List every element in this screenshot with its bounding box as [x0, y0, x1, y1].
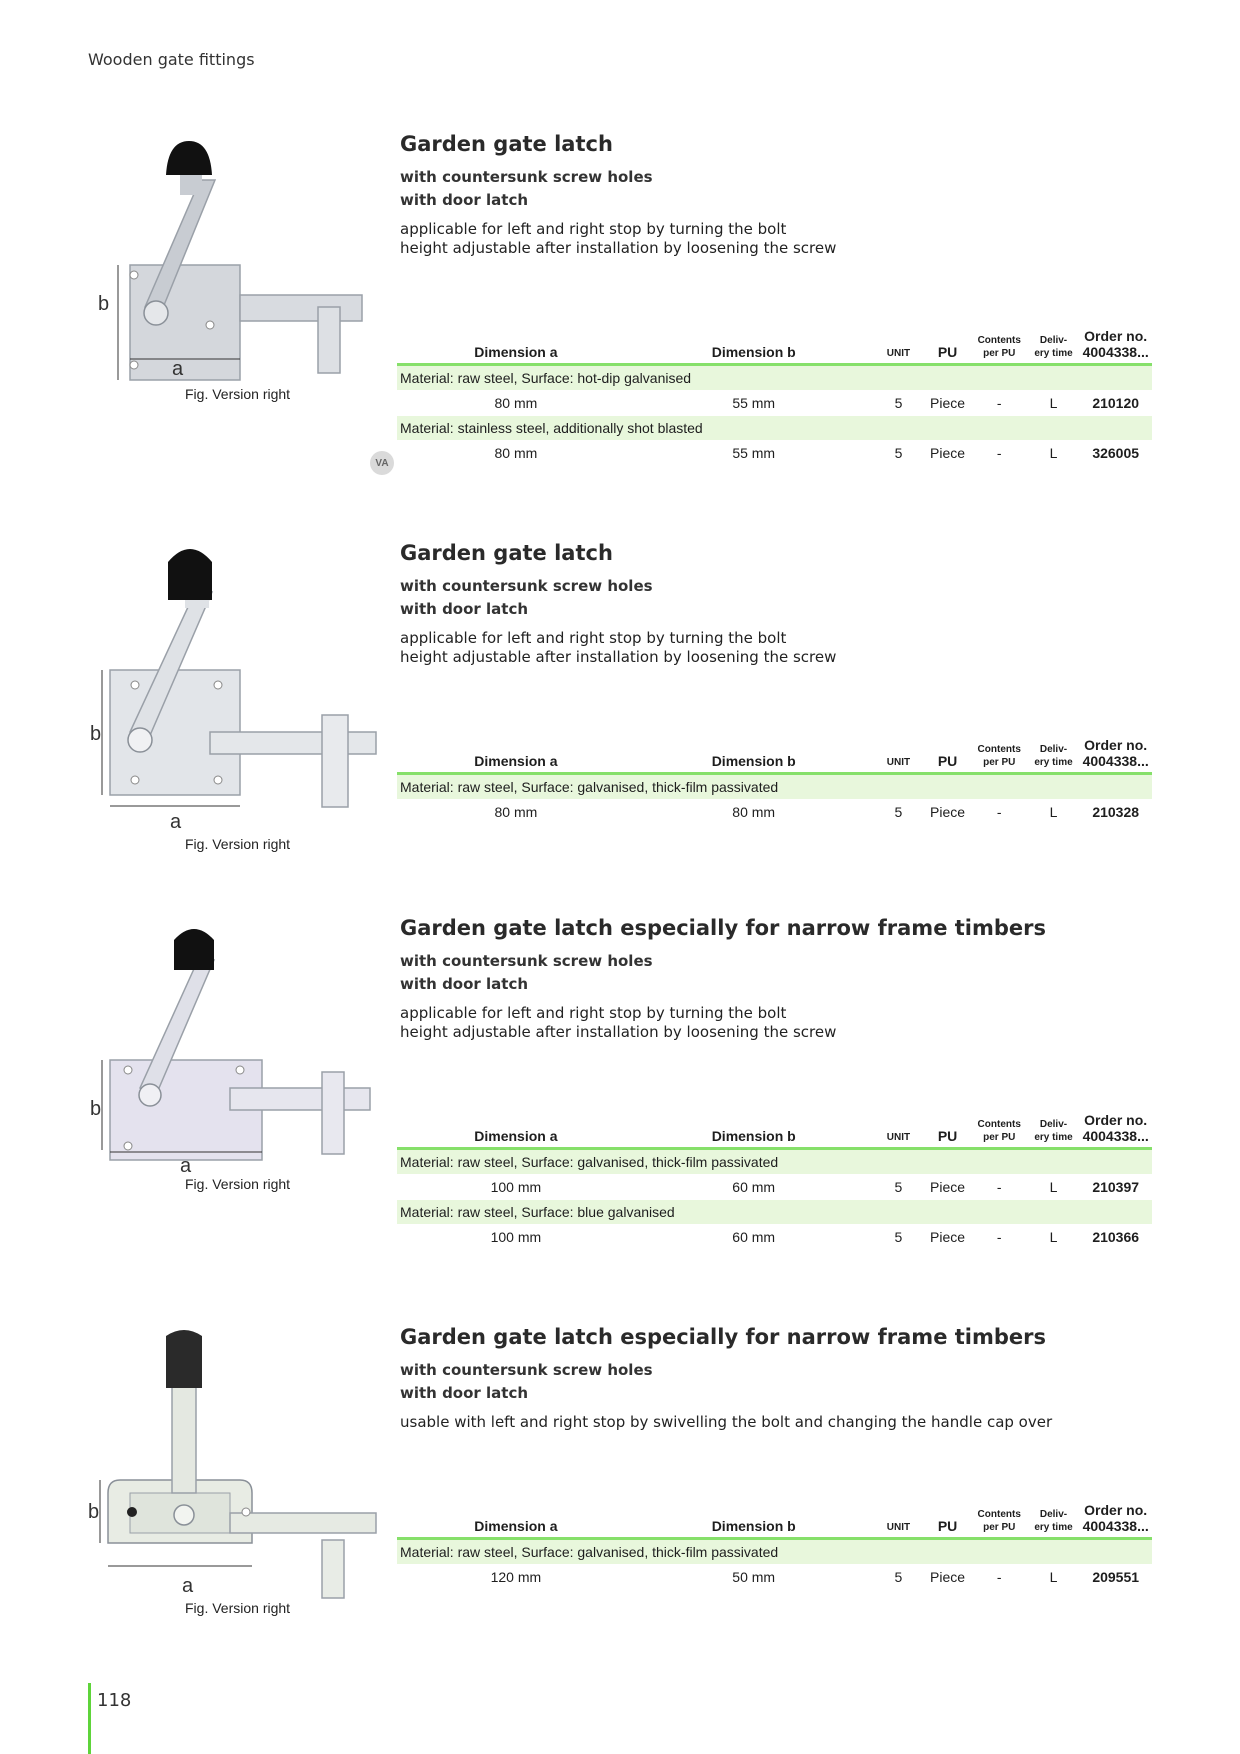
table-header-row [397, 1502, 1152, 1539]
col-unit: UNIT [873, 328, 925, 365]
order-number: 326005 [1092, 445, 1140, 461]
product-description-2 [400, 541, 1160, 667]
col-dimension-a: Dimension a [397, 737, 635, 774]
table-header-row [397, 1112, 1152, 1149]
description-line: applicable for left and right stop by turning the bolt [400, 220, 787, 238]
col-pu: PU [924, 1502, 971, 1539]
va-badge: VA [370, 451, 394, 475]
spec-table-4 [397, 1502, 1152, 1590]
figure-caption: Fig. Version right [185, 1176, 291, 1192]
col-unit: UNIT [873, 1112, 925, 1149]
spec-table-3 [397, 1112, 1152, 1250]
col-dimension-b: Dimension b [635, 737, 873, 774]
feature-item: with countersunk screw holes [400, 952, 653, 970]
table-row: 80 mm 80 mm 5 Piece - L 210328 [397, 799, 1152, 825]
col-dimension-a: Dimension a [397, 1112, 635, 1149]
table-row: 80 mm 55 mm 5 Piece - L 326005 [397, 440, 1152, 466]
figure-caption: Fig. Version right [185, 836, 291, 852]
description-line: applicable for left and right stop by turning the bolt [400, 629, 787, 647]
table-row: 100 mm 60 mm 5 Piece - L 210397 [397, 1174, 1152, 1200]
figure-caption: Fig. Version right [185, 386, 291, 402]
product-description-4 [400, 1325, 1160, 1432]
feature-item: with countersunk screw holes [400, 1361, 653, 1379]
product-title: Garden gate latch especially for narrow frame timbers [400, 916, 1046, 940]
material-row: Material: raw steel, Surface: hot-dip galvanised [397, 365, 1152, 391]
col-delivery: Deliv- ery time [1028, 1112, 1080, 1149]
feature-item: with door latch [400, 600, 529, 618]
col-contents: Contents per PU [971, 1502, 1028, 1539]
dimension-b-label: b [88, 1501, 100, 1523]
col-unit: UNIT [873, 1502, 925, 1539]
order-number: 209551 [1092, 1569, 1140, 1585]
spec-table-1 [397, 328, 1152, 466]
product-title: Garden gate latch especially for narrow frame timbers [400, 1325, 1046, 1349]
order-number: 210366 [1092, 1229, 1140, 1245]
order-number: 210328 [1092, 804, 1140, 820]
col-dimension-b: Dimension b [635, 1112, 873, 1149]
col-pu: PU [924, 328, 971, 365]
col-contents: Contents per PU [971, 737, 1028, 774]
figure-caption: Fig. Version right [185, 1600, 291, 1616]
product-description-3 [400, 916, 1160, 1042]
feature-item: with countersunk screw holes [400, 168, 653, 186]
material-row: Material: raw steel, Surface: galvanised, thick-film passivated [397, 1539, 1152, 1565]
order-number: 210397 [1092, 1179, 1140, 1195]
col-delivery: Deliv- ery time [1028, 328, 1080, 365]
feature-item: with countersunk screw holes [400, 577, 653, 595]
feature-item: with door latch [400, 1384, 529, 1402]
table-row: 120 mm 50 mm 5 Piece - L 209551 [397, 1564, 1152, 1590]
product-title: Garden gate latch [400, 132, 613, 156]
latch-illustration-4 [90, 1328, 380, 1598]
col-dimension-b: Dimension b [635, 328, 873, 365]
col-pu: PU [924, 737, 971, 774]
product-image-3 [90, 920, 380, 1177]
col-delivery: Deliv- ery time [1028, 1502, 1080, 1539]
col-order: Order no. 4004338... [1079, 1112, 1152, 1149]
col-delivery: Deliv- ery time [1028, 737, 1080, 774]
latch-illustration-3 [90, 920, 380, 1177]
product-image-4 [90, 1328, 380, 1598]
product-description-1 [400, 132, 1160, 258]
col-dimension-b: Dimension b [635, 1502, 873, 1539]
table-row: 100 mm 60 mm 5 Piece - L 210366 [397, 1224, 1152, 1250]
latch-illustration-2 [90, 540, 380, 840]
dimension-b-label: b [90, 723, 102, 745]
material-row: Material: raw steel, Surface: galvanised, thick-film passivated [397, 1149, 1152, 1175]
col-pu: PU [924, 1112, 971, 1149]
dimension-a-label: a [172, 358, 184, 380]
footer-accent-bar [88, 1683, 91, 1754]
description-line: applicable for left and right stop by turning the bolt [400, 1004, 787, 1022]
product-image-2 [90, 540, 380, 840]
material-row: Material: stainless steel, additionally shot blasted [397, 416, 1152, 440]
description-line: height adjustable after installation by loosening the screw [400, 648, 837, 666]
table-header-row [397, 737, 1152, 774]
feature-item: with door latch [400, 975, 529, 993]
col-order: Order no. 4004338... [1079, 1502, 1152, 1539]
description-line: usable with left and right stop by swivelling the bolt and changing the handle cap over [400, 1413, 1053, 1431]
table-row: 80 mm 55 mm 5 Piece - L 210120 [397, 390, 1152, 416]
col-order: Order no. 4004338... [1079, 737, 1152, 774]
page-category-header: Wooden gate fittings [88, 50, 255, 69]
page-number: 118 [97, 1690, 132, 1711]
col-dimension-a: Dimension a [397, 328, 635, 365]
dimension-a-label: a [170, 811, 182, 833]
dimension-a-label: a [182, 1575, 194, 1597]
product-title: Garden gate latch [400, 541, 613, 565]
dimension-a-label: a [180, 1155, 192, 1177]
spec-table-2 [397, 737, 1152, 825]
col-dimension-a: Dimension a [397, 1502, 635, 1539]
feature-item: with door latch [400, 191, 529, 209]
material-row: Material: raw steel, Surface: galvanised, thick-film passivated [397, 774, 1152, 800]
col-order: Order no. 4004338... [1079, 328, 1152, 365]
description-line: height adjustable after installation by loosening the screw [400, 1023, 837, 1041]
dimension-b-label: b [98, 293, 110, 315]
col-unit: UNIT [873, 737, 925, 774]
col-contents: Contents per PU [971, 328, 1028, 365]
material-row: Material: raw steel, Surface: blue galvanised [397, 1200, 1152, 1224]
table-header-row [397, 328, 1152, 365]
product-image-1 [90, 135, 380, 415]
latch-illustration-1 [90, 135, 380, 415]
description-line: height adjustable after installation by loosening the screw [400, 239, 837, 257]
dimension-b-label: b [90, 1098, 102, 1120]
col-contents: Contents per PU [971, 1112, 1028, 1149]
order-number: 210120 [1092, 395, 1140, 411]
